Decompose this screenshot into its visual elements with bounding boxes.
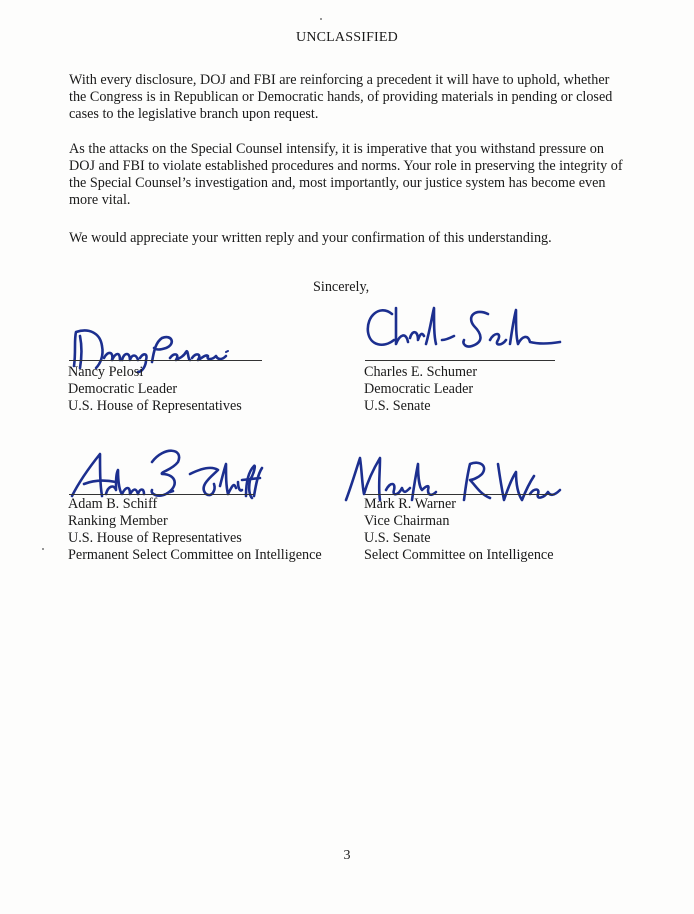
schiff-signature-line — [69, 494, 254, 495]
signatory-title: Democratic Leader — [68, 381, 178, 397]
signatory-title: Vice Chairman — [364, 513, 450, 529]
paragraph-special-counsel: As the attacks on the Special Counsel intensify, it is imperative that you withstand pressure on DOJ and FBI to violate established procedures and norms. Your role in preserving the integrity of the Special Counsel’s investigation and, most importantly, our justice system has become even more vital. — [69, 141, 623, 208]
schumer-signature-block — [364, 364, 477, 415]
signatory-name: Nancy Pelosi — [68, 364, 144, 380]
signatory-body: U.S. House of Representatives — [68, 398, 242, 414]
signatory-title: Ranking Member — [68, 513, 168, 529]
schumer-signature-line — [365, 360, 555, 361]
signatory-body: U.S. House of Representatives — [68, 530, 242, 546]
signatory-body: U.S. Senate — [364, 398, 431, 414]
warner-signature-block — [364, 496, 554, 564]
signatory-title: Democratic Leader — [364, 381, 474, 397]
page-number: 3 — [343, 848, 351, 863]
signatory-committee: Select Committee on Intelligence — [364, 547, 554, 563]
paragraph-disclosure: With every disclosure, DOJ and FBI are reinforcing a precedent it will have to uphold, whether the Congress is in Republican or Democratic hands, of providing materials in pending or closed cases to the legislative branch upon request. — [69, 72, 613, 122]
scan-speck — [320, 18, 322, 20]
schumer-signature — [362, 300, 572, 360]
schiff-signature-block — [68, 496, 322, 564]
signatory-name: Mark R. Warner — [364, 496, 456, 512]
signatory-body: U.S. Senate — [364, 530, 431, 546]
scan-speck — [42, 548, 44, 550]
signatory-committee: Permanent Select Committee on Intelligence — [68, 547, 322, 563]
classification-header: UNCLASSIFIED — [296, 30, 398, 45]
signatory-name: Adam B. Schiff — [68, 496, 158, 512]
signatory-name: Charles E. Schumer — [364, 364, 478, 380]
closing-salutation: Sincerely, — [313, 279, 370, 295]
pelosi-signature-line — [69, 360, 262, 361]
warner-signature-line — [365, 494, 555, 495]
pelosi-signature-block — [68, 364, 242, 415]
paragraph-request-reply: We would appreciate your written reply and your confirmation of this understanding. — [69, 230, 552, 246]
